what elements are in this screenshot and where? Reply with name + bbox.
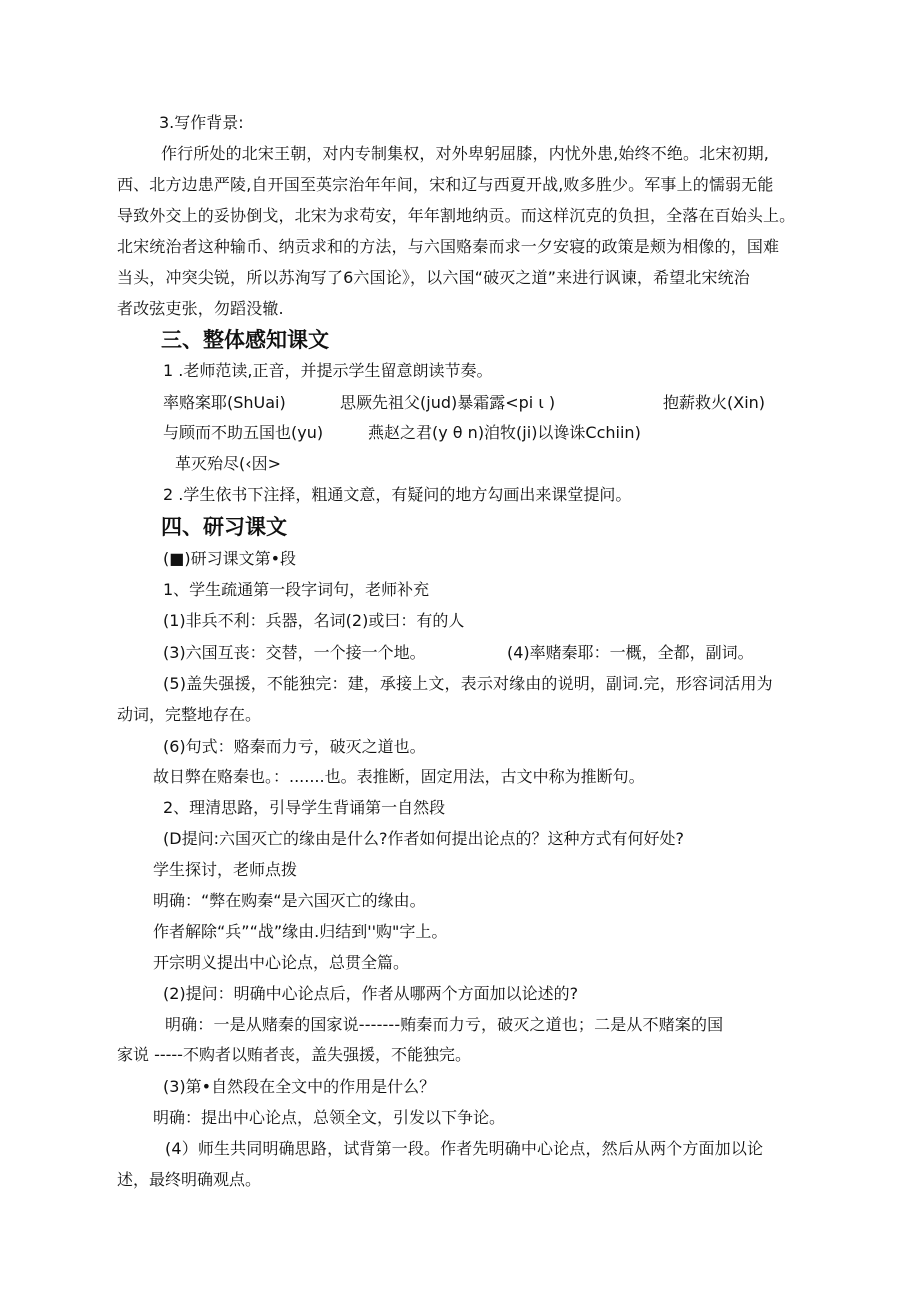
- section-heading-4: 四、研习课文: [161, 515, 287, 539]
- background-heading: 3.写作背景:: [159, 113, 244, 132]
- text-line: (4）师生共同明确思路，试背第一段。作者先明确中心论点，然后从两个方面加以论: [165, 1139, 764, 1158]
- pronunciation-item: 思厥先祖父(jud)暴霜露<pi ι ): [340, 393, 556, 412]
- text-line: 明确：提出中心论点，总领全文，引发以下争论。: [153, 1108, 506, 1127]
- text-line: 2、理清思路，引导学生背诵第一自然段: [163, 798, 446, 817]
- text-line: 开宗明义提出中心论点，总贯全篇。: [153, 953, 410, 972]
- note-item: 动词，完整地存在。: [117, 705, 262, 724]
- paragraph-line: 西、北方边患严陵,自开国至英宗治年年间，宋和辽与西夏开战,败多胜少。军事上的懦弱无能: [117, 175, 774, 194]
- text-line: 述，最终明确观点。: [117, 1170, 262, 1189]
- paragraph-line: 导致外交上的妥协倒戈，北宋为求苟安，年年割地纳贡。而这样沉克的负担，全落在百始头上。: [117, 206, 796, 225]
- paragraph-line: 作行所处的北宋王朝，对内专制集权，对外卑躬屈膝，内忧外患,始终不绝。北宋初期,: [161, 144, 770, 163]
- subsection-title: (■)研习课文第•段: [163, 549, 297, 568]
- pronunciation-item: 燕赵之君(y θ n)洎牧(ji)以谗诛Cchiin): [368, 423, 641, 442]
- question-line: (D提问:六国灭亡的缘由是什么?作者如何提出论点的？这种方式有何好处?: [163, 829, 684, 848]
- pronunciation-item: 率赂案耶(ShUai): [163, 393, 286, 412]
- note-item: (3)六国互丧：交替，一个接一个地。: [163, 643, 426, 662]
- text-line: 故日弊在赂秦也。：.......也。表推断，固定用法，古文中称为推断句。: [153, 767, 645, 786]
- text-line: 家说 -----不购者以贿者丧，盖失强援，不能独完。: [117, 1045, 471, 1064]
- text-line: 作者解除“兵”“战”缘由.归结到''购"字上。: [153, 922, 448, 941]
- text-line: 明确：一是从赌秦的国家说-------贿秦而力亏，破灭之道也；二是从不赌案的国: [165, 1015, 724, 1034]
- text-line: 明确：“弊在购秦“是六国灭亡的缘由。: [153, 891, 426, 910]
- pronunciation-item: 与顾而不助五国也(yu): [163, 423, 324, 442]
- text-line: 2 .学生依书下注择，粗通文意，有疑问的地方勾画出来课堂提问。: [163, 485, 632, 504]
- note-item: (1)非兵不利：兵器，名词(2)或曰：有的人: [163, 611, 465, 630]
- question-line: (2)提问：明确中心论点后，作者从哪两个方面加以论述的?: [163, 984, 579, 1003]
- note-item: (5)盖失强援，不能独完：建，承接上文，表示对缘由的说明，副词.完，形容词活用为: [163, 674, 773, 693]
- question-line: (3)第•自然段在全文中的作用是什么？: [163, 1077, 436, 1096]
- section-heading-3: 三、整体感知课文: [161, 328, 329, 352]
- text-line: 1 .老师范读,正音，并提示学生留意朗读节奏。: [163, 361, 493, 380]
- paragraph-line: 北宋统治者这种输币、纳贡求和的方法，与六国赂秦而求一夕安寝的政策是颊为相像的，国难: [117, 237, 780, 256]
- pronunciation-item: 抱薪救火(Xin): [663, 393, 766, 412]
- paragraph-line: 者改弦吏张，勿蹈没辙.: [117, 299, 284, 318]
- pronunciation-item: 革灭殆尽(‹因>: [175, 454, 282, 473]
- note-item: (4)率赌秦耶：一概，全都，副词。: [507, 643, 754, 662]
- paragraph-line: 当头，冲突尖锐，所以苏洵写了6六国论》，以六国“破灭之道”来进行讽谏，希望北宋统治: [117, 268, 750, 287]
- note-item: (6)句式：赂秦而力亏，破灭之道也。: [163, 737, 426, 756]
- text-line: 1、学生疏通第一段字词句，老师补充: [163, 580, 430, 599]
- text-line: 学生探讨，老师点拨: [153, 860, 298, 879]
